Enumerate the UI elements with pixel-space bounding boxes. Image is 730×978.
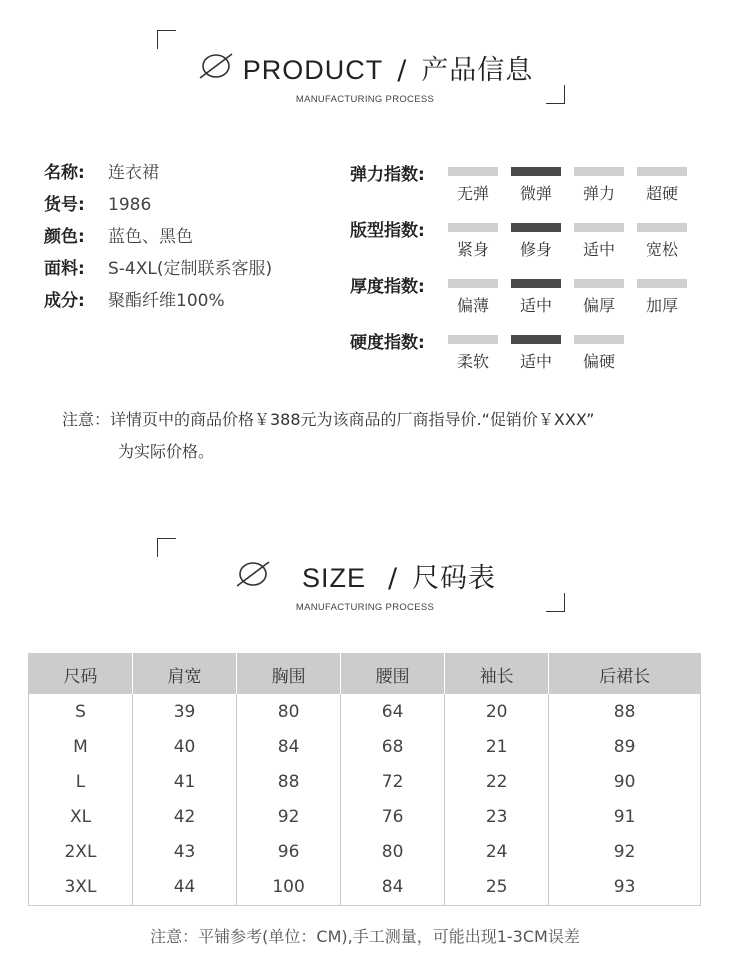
index-bar [448,223,498,232]
index-option [448,335,498,372]
info-label: 面料: [44,259,85,279]
table-cell: 44 [133,869,237,906]
index-bar [574,279,624,288]
size-title-en: SIZE [301,563,366,593]
product-title-cn: 产品信息 [421,55,534,86]
table-row [29,694,701,729]
index-label: 硬度指数: [350,333,425,353]
index-option-label: 无弹 [456,184,489,203]
table-cell: 91 [549,799,701,834]
index-bar [574,223,624,232]
table-cell: 80 [237,694,341,729]
index-bar [637,223,687,232]
index-option-label: 适中 [519,296,552,315]
size-title-cn: 尺码表 [412,563,497,594]
table-cell: 42 [133,799,237,834]
table-cell: 2XL [29,834,133,869]
info-label: 货号: [44,195,85,215]
index-option [574,167,624,204]
index-bar [574,335,624,344]
index-label: 弹力指数: [350,165,425,185]
table-row [29,764,701,799]
index-option-label: 修身 [519,240,552,259]
info-row-fabric [44,256,272,288]
table-cell: 25 [445,869,549,906]
info-row-name [44,160,272,192]
table-cell: 3XL [29,869,133,906]
table-cell: L [29,764,133,799]
index-option [511,279,561,316]
table-header-row [29,654,701,695]
table-cell: 39 [133,694,237,729]
index-option [511,223,561,260]
index-option-label: 微弹 [519,184,552,203]
index-option-label: 超硬 [645,184,678,203]
table-row [29,729,701,764]
index-option [511,335,561,372]
index-bar [448,279,498,288]
index-label: 版型指数: [350,221,425,241]
index-option-label: 偏硬 [582,352,615,371]
index-bar [511,167,561,176]
size-section-header [0,536,730,626]
table-cell: 68 [341,729,445,764]
index-bar [637,279,687,288]
table-cell: 22 [445,764,549,799]
table-cell: 88 [549,694,701,729]
table-cell: 23 [445,799,549,834]
table-cell: M [29,729,133,764]
corner-decoration-bottom-right [546,593,565,612]
column-header: 肩宽 [133,654,237,695]
index-bar [637,167,687,176]
index-option-label: 加厚 [645,296,678,315]
title-separator: / [387,563,399,594]
column-header: 后裙长 [549,654,701,695]
index-option-label: 紧身 [456,240,489,259]
info-row-composition [44,288,272,320]
table-cell: 24 [445,834,549,869]
price-note-line-2: 为实际价格。 [118,442,215,461]
index-option-label: 弹力 [582,184,615,203]
table-row [29,834,701,869]
measurement-note: 注意：平铺参考(单位：CM),手工测量，可能出现1-3CM误差 [150,927,580,946]
index-option [448,167,498,204]
index-option [574,279,624,316]
table-cell: S [29,694,133,729]
info-row-item-number [44,192,272,224]
table-cell: 20 [445,694,549,729]
table-cell: 92 [237,799,341,834]
table-cell: 84 [341,869,445,906]
index-bar [511,223,561,232]
info-value: 蓝色、黑色 [108,227,193,247]
index-option [511,167,561,204]
column-header: 尺码 [29,654,133,695]
index-bar [511,279,561,288]
table-cell: 40 [133,729,237,764]
index-bar [448,335,498,344]
table-cell: 100 [237,869,341,906]
table-cell: 80 [341,834,445,869]
product-title-en: PRODUCT [242,55,384,85]
table-cell: 93 [549,869,701,906]
table-cell: 84 [237,729,341,764]
size-section-title [0,556,730,595]
size-subtitle: MANUFACTURING PROCESS [295,602,435,613]
index-option-label: 柔软 [456,352,489,371]
info-row-color [44,224,272,256]
index-bar [574,167,624,176]
crossed-circle-icon [234,561,272,594]
info-label: 名称: [44,163,85,183]
table-cell: 41 [133,764,237,799]
index-option-label: 偏厚 [582,296,615,315]
table-row [29,799,701,834]
index-option [637,223,687,260]
title-separator: / [397,55,408,86]
index-option-label: 适中 [519,352,552,371]
price-note [62,404,594,468]
crossed-circle-icon [197,53,235,86]
index-label: 厚度指数: [350,277,425,297]
corner-decoration-top-left [157,538,176,557]
table-cell: 64 [341,694,445,729]
table-cell: 90 [549,764,701,799]
index-option [448,279,498,316]
corner-decoration-top-left [157,30,176,49]
product-section-header [0,28,730,118]
column-header: 腰围 [341,654,445,695]
table-cell: 92 [549,834,701,869]
table-cell: 88 [237,764,341,799]
table-cell: XL [29,799,133,834]
product-section-title [0,48,730,87]
index-option-label: 偏薄 [456,296,489,315]
table-cell: 76 [341,799,445,834]
table-cell: 89 [549,729,701,764]
product-subtitle: MANUFACTURING PROCESS [295,94,435,105]
table-cell: 43 [133,834,237,869]
corner-decoration-bottom-right [546,85,565,104]
info-label: 成分: [44,291,85,311]
index-option [637,167,687,204]
info-label: 颜色: [44,227,85,247]
index-option-label: 适中 [582,240,615,259]
table-row [29,869,701,906]
index-option [574,335,624,372]
index-option-label: 宽松 [645,240,678,259]
index-bar [448,167,498,176]
table-cell: 72 [341,764,445,799]
index-option [637,279,687,316]
table-cell: 96 [237,834,341,869]
info-value: S-4XL(定制联系客服) [108,259,273,279]
size-chart-table [28,653,701,906]
index-option [448,223,498,260]
column-header: 袖长 [445,654,549,695]
price-note-line-1: 注意：详情页中的商品价格￥388元为该商品的厂商指导价.“促销价￥XXX” [62,410,595,429]
column-header: 胸围 [237,654,341,695]
info-value: 1986 [108,195,152,215]
table-cell: 21 [445,729,549,764]
index-bar [511,335,561,344]
product-info-list [44,160,272,320]
info-value: 连衣裙 [108,163,159,183]
info-value: 聚酯纤维100% [108,291,225,311]
index-option [574,223,624,260]
